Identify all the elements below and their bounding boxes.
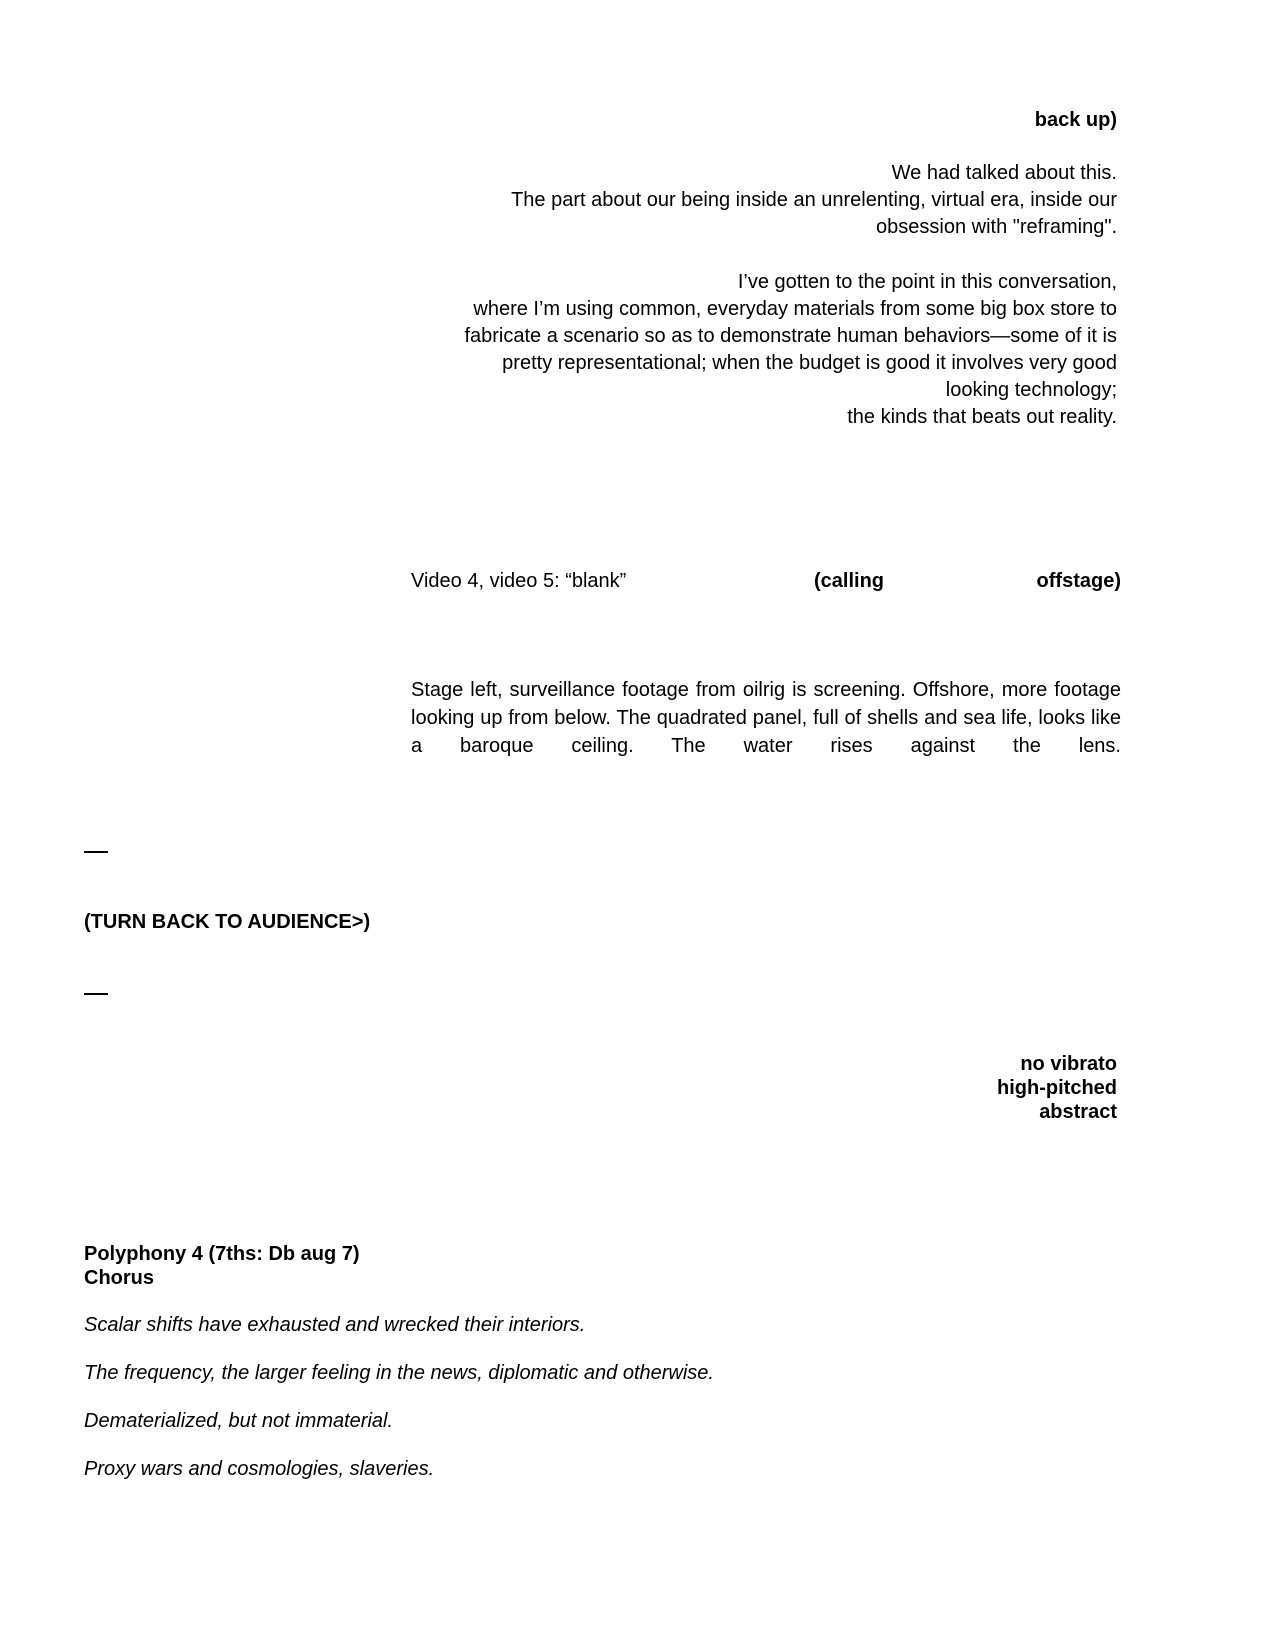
offstage-cue: offstage) xyxy=(1036,570,1121,592)
dialogue-line: The part about our being inside an unrelenting, virtual era, inside our xyxy=(511,189,1117,211)
vocal-direction-line: high-pitched xyxy=(997,1077,1117,1099)
dialogue-line: pretty representational; when the budget is good it involves very good xyxy=(502,352,1117,374)
chorus-lyric: Proxy wars and cosmologies, slaveries. xyxy=(84,1458,435,1480)
polyphony-title: Polyphony 4 (7ths: Db aug 7) xyxy=(84,1243,360,1265)
stage-direction-turn-back: (TURN BACK TO AUDIENCE>) xyxy=(84,911,371,933)
polyphony-subtitle: Chorus xyxy=(84,1267,154,1289)
chorus-lyric: Dematerialized, but not immaterial. xyxy=(84,1410,394,1432)
dialogue-paragraph-1 xyxy=(420,160,1117,241)
dialogue-line: looking technology; xyxy=(945,379,1117,401)
dialogue-line: obsession with "reframing". xyxy=(876,216,1117,238)
stage-description: Stage left, surveillance footage from oilrig is screening. Offshore, more footage looking up from below. The quadrated panel, full of shells and sea life, looks like a baroque ceiling. The water rises against the lens. xyxy=(411,679,1121,757)
vocal-direction-line: no vibrato xyxy=(1020,1053,1117,1075)
dialogue-line: the kinds that beats out reality. xyxy=(847,406,1117,428)
dialogue-paragraph-2 xyxy=(420,269,1117,431)
stage-cue-text: back up) xyxy=(1034,109,1117,131)
vocal-direction-line: abstract xyxy=(1039,1101,1117,1123)
polyphony-heading xyxy=(84,1242,360,1290)
dialogue-line: We had talked about this. xyxy=(891,162,1117,184)
calling-cue: (calling xyxy=(814,570,885,592)
dialogue-line: fabricate a scenario so as to demonstrate human behaviors—some of it is xyxy=(464,325,1117,347)
section-divider-dash xyxy=(84,993,108,995)
stage-cue-back-up xyxy=(700,107,1117,134)
chorus-lyric: The frequency, the larger feeling in the news, diplomatic and otherwise. xyxy=(84,1362,714,1384)
dialogue-line: where I’m using common, everyday materials from some big box store to xyxy=(473,298,1117,320)
dialogue-line: I’ve gotten to the point in this conversation, xyxy=(737,271,1117,293)
vocal-direction xyxy=(800,1052,1117,1124)
video-label: Video 4, video 5: “blank” xyxy=(411,570,627,592)
section-divider-dash xyxy=(84,851,108,853)
chorus-lyric: Scalar shifts have exhausted and wrecked their interiors. xyxy=(84,1314,586,1336)
video-cue-row xyxy=(411,567,1121,595)
